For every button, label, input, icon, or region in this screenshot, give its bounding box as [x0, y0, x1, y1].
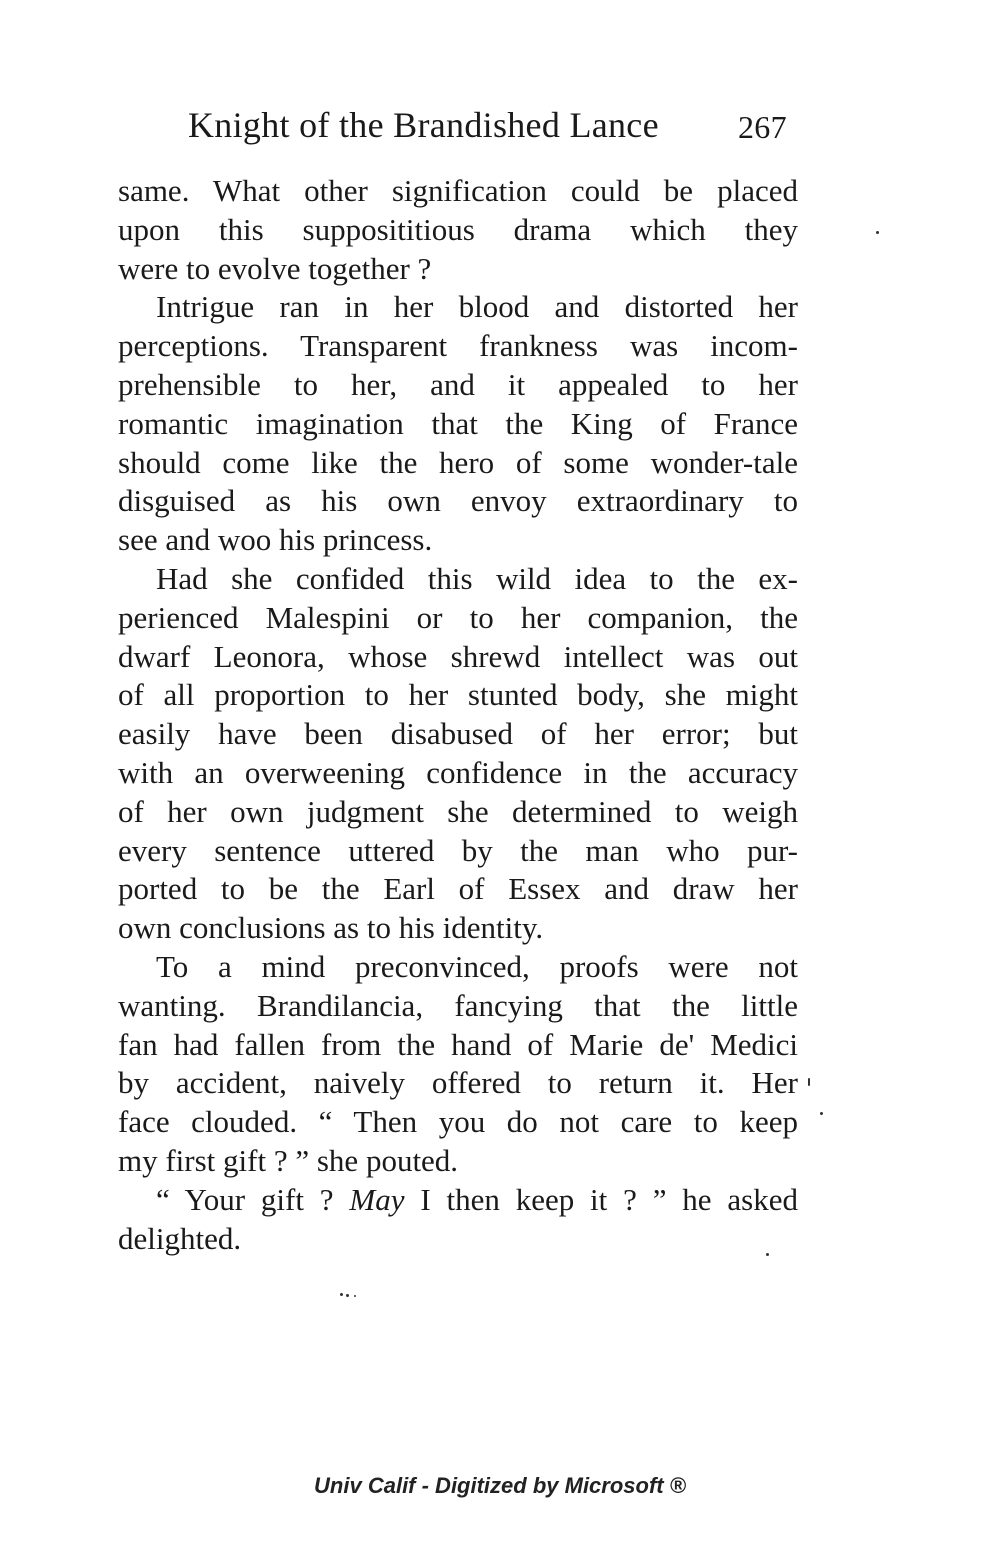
italic-word: May: [349, 1181, 405, 1217]
text-fragment: I then keep it ? ” he asked: [404, 1181, 798, 1217]
text-line: every sentence uttered by the man who pur-: [118, 832, 798, 868]
text-line: To a mind preconvinced, proofs were not: [156, 948, 798, 984]
text-line: same. What other signification could be placed: [118, 173, 798, 208]
text-line: perienced Malespini or to her companion, the: [118, 599, 798, 635]
digitization-watermark: [0, 1473, 1000, 1499]
text-line: with an overweening confidence in the accuracy: [118, 754, 798, 790]
text-line: of her own judgment she determined to weigh: [118, 793, 798, 829]
text-fragment: “ Your gift ?: [156, 1181, 350, 1217]
text-line: own conclusions as to his identity.: [118, 910, 544, 946]
text-line: easily have been disabused of her error; but: [118, 716, 798, 752]
text-line: delighted.: [118, 1220, 242, 1256]
watermark-text: Univ Calif - Digitized by Microsoft ®: [314, 1473, 686, 1498]
scan-speck: [766, 1253, 769, 1256]
text-line: my first gift ? ” she pouted.: [118, 1142, 459, 1178]
scan-speck: [820, 1112, 823, 1115]
text-line: upon this supposititious drama which they: [118, 211, 798, 247]
text-line: Intrigue ran in her blood and distorted her: [156, 289, 798, 325]
text-line: face clouded. “ Then you do not care to keep: [118, 1104, 798, 1140]
text-line: fan had fallen from the hand of Marie de' Medici: [118, 1026, 798, 1062]
text-line: should come like the hero of some wonder-tale: [118, 444, 798, 480]
body-text: [118, 172, 798, 1258]
running-head: [188, 100, 828, 150]
text-line: of all proportion to her stunted body, she might: [118, 677, 798, 713]
text-line: prehensible to her, and it appealed to her: [118, 366, 798, 402]
text-line: were to evolve together ?: [118, 250, 432, 286]
text-line: wanting. Brandilancia, fancying that the little: [118, 987, 798, 1023]
scan-speck: [354, 1295, 356, 1297]
scan-speck: [808, 1078, 810, 1086]
text-line: disguised as his own envoy extraordinary to: [118, 483, 798, 519]
text-line: ported to be the Earl of Essex and draw her: [118, 871, 798, 907]
scan-speck: [876, 231, 879, 234]
text-line: by accident, naively offered to return it. Her: [118, 1065, 798, 1101]
text-line: see and woo his princess.: [118, 522, 433, 558]
text-line: Had she confided this wild idea to the ex-: [156, 560, 798, 596]
page-number: 267: [738, 109, 787, 145]
text-line-mixed: [118, 1181, 798, 1220]
text-line: dwarf Leonora, whose shrewd intellect was out: [118, 638, 798, 674]
scan-speck: [340, 1293, 343, 1296]
text-line: perceptions. Transparent frankness was incom-: [118, 328, 798, 364]
running-title: Knight of the Brandished Lance: [188, 105, 659, 145]
scan-speck: [346, 1294, 349, 1297]
text-line: romantic imagination that the King of France: [118, 405, 798, 441]
